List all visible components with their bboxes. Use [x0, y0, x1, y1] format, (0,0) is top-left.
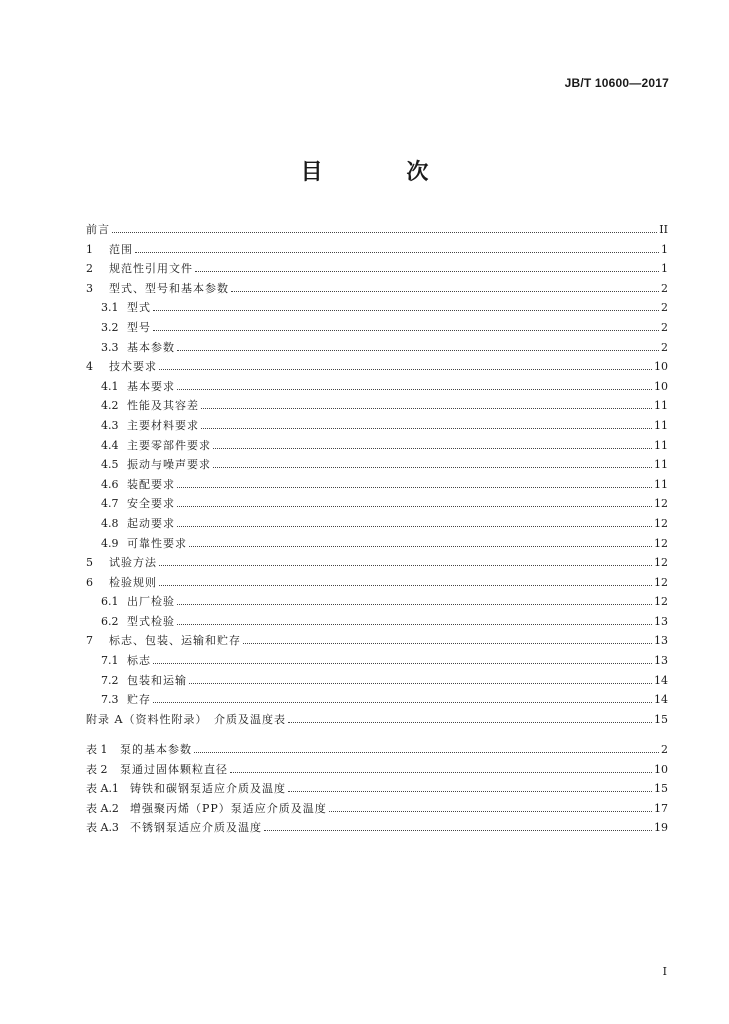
entry-number: 4.5	[101, 458, 119, 472]
entry-page-number: 11	[654, 399, 668, 413]
toc-entry[interactable]	[86, 436, 668, 456]
dot-leader	[288, 791, 652, 792]
entry-number: 7.3	[101, 693, 119, 707]
entry-page-number: 1	[661, 242, 668, 256]
toc-entry[interactable]	[86, 631, 668, 651]
toc-entry[interactable]	[86, 710, 668, 730]
entry-page-number: 11	[654, 438, 668, 452]
dot-leader	[329, 811, 652, 812]
dot-leader	[177, 389, 652, 390]
entry-number: 4.8	[101, 516, 119, 530]
entry-number: 2	[86, 262, 93, 276]
entry-number: 4.1	[101, 379, 119, 393]
entry-number: 3	[86, 281, 93, 295]
entry-label: 装配要求	[127, 477, 175, 491]
entry-label: 标志	[127, 654, 151, 668]
toc-entry[interactable]	[86, 534, 668, 554]
entry-page-number: 11	[654, 418, 668, 432]
entry-page-number: 12	[654, 497, 668, 511]
list-of-tables	[86, 740, 668, 838]
entry-number: 4.2	[101, 399, 119, 413]
dot-leader	[189, 683, 652, 684]
dot-leader	[159, 565, 652, 566]
entry-page-number: 15	[654, 712, 668, 726]
entry-number: 5	[86, 556, 93, 570]
toc-entry[interactable]	[86, 259, 668, 279]
entry-label: 检验规则	[109, 575, 157, 589]
dot-leader	[177, 506, 652, 507]
entry-label: 不锈钢泵适应介质及温度	[130, 821, 262, 835]
toc-entry[interactable]	[86, 573, 668, 593]
entry-label: 贮存	[127, 693, 151, 707]
dot-leader	[177, 487, 652, 488]
entry-label: 包装和运输	[127, 673, 187, 687]
toc-entry[interactable]	[86, 779, 668, 799]
dot-leader	[189, 546, 652, 547]
entry-label: 型式检验	[127, 614, 175, 628]
toc-entry[interactable]	[86, 475, 668, 495]
dot-leader	[177, 604, 652, 605]
entry-label: 振动与噪声要求	[127, 458, 211, 472]
entry-number: 3.2	[101, 320, 119, 334]
entry-label: 主要零部件要求	[127, 438, 211, 452]
entry-number: 7.1	[101, 654, 119, 668]
dot-leader	[201, 408, 652, 409]
dot-leader	[153, 663, 652, 664]
dot-leader	[230, 772, 652, 773]
entry-page-number: 14	[654, 693, 668, 707]
entry-page-number: 1	[661, 262, 668, 276]
entry-label: 规范性引用文件	[109, 262, 193, 276]
entry-number: 4	[86, 360, 93, 374]
toc-entry[interactable]	[86, 396, 668, 416]
entry-page-number: 12	[654, 556, 668, 570]
entry-page-number: 10	[654, 379, 668, 393]
entry-number: 1	[86, 242, 93, 256]
dot-leader	[153, 702, 652, 703]
dot-leader	[264, 830, 652, 831]
page-title: 目 次	[300, 159, 467, 185]
dot-leader	[153, 330, 659, 331]
entry-page-number: 12	[654, 516, 668, 530]
entry-page-number: 17	[654, 801, 668, 815]
entry-number: 表 1	[86, 743, 108, 756]
dot-leader	[213, 448, 652, 449]
entry-label: 增强聚丙烯（PP）泵适应介质及温度	[130, 801, 327, 815]
entry-number: 6.2	[101, 614, 119, 628]
entry-label: 前言	[86, 223, 110, 236]
entry-number: 7.2	[101, 673, 119, 687]
entry-page-number: 12	[654, 536, 668, 550]
entry-page-number: 2	[661, 340, 668, 354]
entry-label: 基本要求	[127, 379, 175, 393]
toc-entry[interactable]	[86, 357, 668, 377]
entry-number: 表 2	[86, 762, 108, 776]
entry-label: 出厂检验	[127, 595, 175, 609]
toc-entry[interactable]	[86, 740, 668, 760]
toc-entry[interactable]	[86, 514, 668, 534]
toc-entry[interactable]	[86, 818, 668, 838]
entry-page-number: 2	[661, 320, 668, 334]
entry-label: 技术要求	[109, 360, 157, 374]
toc-entry[interactable]	[86, 298, 668, 318]
toc-entry[interactable]	[86, 279, 668, 299]
entry-number: 7	[86, 634, 93, 648]
standard-number: JB/T 10600—2017	[564, 76, 669, 90]
entry-page-number: II	[659, 223, 668, 236]
toc-entry[interactable]	[86, 416, 668, 436]
entry-label: 可靠性要求	[127, 536, 187, 550]
entry-page-number: 19	[654, 821, 668, 835]
dot-leader	[194, 752, 659, 753]
entry-label: 性能及其容差	[127, 399, 199, 413]
toc-entry[interactable]	[86, 553, 668, 573]
dot-leader	[177, 350, 659, 351]
entry-page-number: 12	[654, 575, 668, 589]
entry-number: 3.1	[101, 301, 119, 315]
dot-leader	[159, 585, 652, 586]
toc-entry[interactable]	[86, 799, 668, 819]
entry-page-number: 2	[661, 743, 668, 756]
dot-leader	[243, 643, 652, 644]
entry-number: 表 A.2	[86, 801, 119, 815]
dot-leader	[231, 291, 659, 292]
entry-page-number: 11	[654, 477, 668, 491]
entry-label: 铸铁和碳钢泵适应介质及温度	[130, 782, 286, 796]
entry-label: 泵的基本参数	[120, 743, 192, 756]
entry-page-number: 15	[654, 782, 668, 796]
toc-entry[interactable]	[86, 494, 668, 514]
entry-page-number: 10	[654, 360, 668, 374]
entry-number: 表 A.3	[86, 821, 119, 835]
toc-entry[interactable]	[86, 220, 668, 240]
entry-label: 范围	[109, 242, 133, 256]
entry-label: 标志、包装、运输和贮存	[109, 634, 241, 648]
entry-number: 6.1	[101, 595, 119, 609]
entry-label: 型号	[127, 320, 151, 334]
entry-page-number: 13	[654, 634, 668, 648]
page-number: I	[662, 965, 667, 978]
entry-label: 安全要求	[127, 497, 175, 511]
entry-page-number: 14	[654, 673, 668, 687]
entry-page-number: 10	[654, 762, 668, 776]
dot-leader	[213, 467, 652, 468]
toc-entry[interactable]	[86, 760, 668, 780]
toc-entry[interactable]	[86, 671, 668, 691]
dot-leader	[177, 624, 652, 625]
table-of-contents	[86, 220, 668, 729]
entry-label: 型式	[127, 301, 151, 315]
entry-page-number: 11	[654, 458, 668, 472]
toc-entry[interactable]	[86, 651, 668, 671]
entry-label: 附录 A（资料性附录） 介质及温度表	[86, 712, 286, 726]
entry-number: 4.3	[101, 418, 119, 432]
dot-leader	[288, 722, 652, 723]
entry-page-number: 13	[654, 614, 668, 628]
entry-page-number: 13	[654, 654, 668, 668]
entry-label: 型式、型号和基本参数	[109, 281, 229, 295]
entry-number: 4.7	[101, 497, 119, 511]
entry-number: 表 A.1	[86, 782, 119, 796]
entry-label: 泵通过固体颗粒直径	[120, 762, 228, 776]
entry-label: 主要材料要求	[127, 418, 199, 432]
entry-label: 基本参数	[127, 340, 175, 354]
toc-entry[interactable]	[86, 690, 668, 710]
dot-leader	[135, 252, 659, 253]
entry-number: 6	[86, 575, 93, 589]
entry-page-number: 2	[661, 301, 668, 315]
toc-entry[interactable]	[86, 338, 668, 358]
toc-entry[interactable]	[86, 612, 668, 632]
entry-number: 4.4	[101, 438, 119, 452]
entry-number: 3.3	[101, 340, 119, 354]
entry-number: 4.9	[101, 536, 119, 550]
dot-leader	[177, 526, 652, 527]
entry-page-number: 2	[661, 281, 668, 295]
entry-label: 起动要求	[127, 516, 175, 530]
entry-page-number: 12	[654, 595, 668, 609]
toc-entry[interactable]	[86, 592, 668, 612]
dot-leader	[159, 369, 652, 370]
toc-entry[interactable]	[86, 318, 668, 338]
entry-label: 试验方法	[109, 556, 157, 570]
toc-entry[interactable]	[86, 377, 668, 397]
toc-entry[interactable]	[86, 455, 668, 475]
dot-leader	[153, 310, 659, 311]
dot-leader	[112, 232, 657, 233]
dot-leader	[201, 428, 652, 429]
entry-number: 4.6	[101, 477, 119, 491]
dot-leader	[195, 271, 659, 272]
toc-entry[interactable]	[86, 240, 668, 260]
